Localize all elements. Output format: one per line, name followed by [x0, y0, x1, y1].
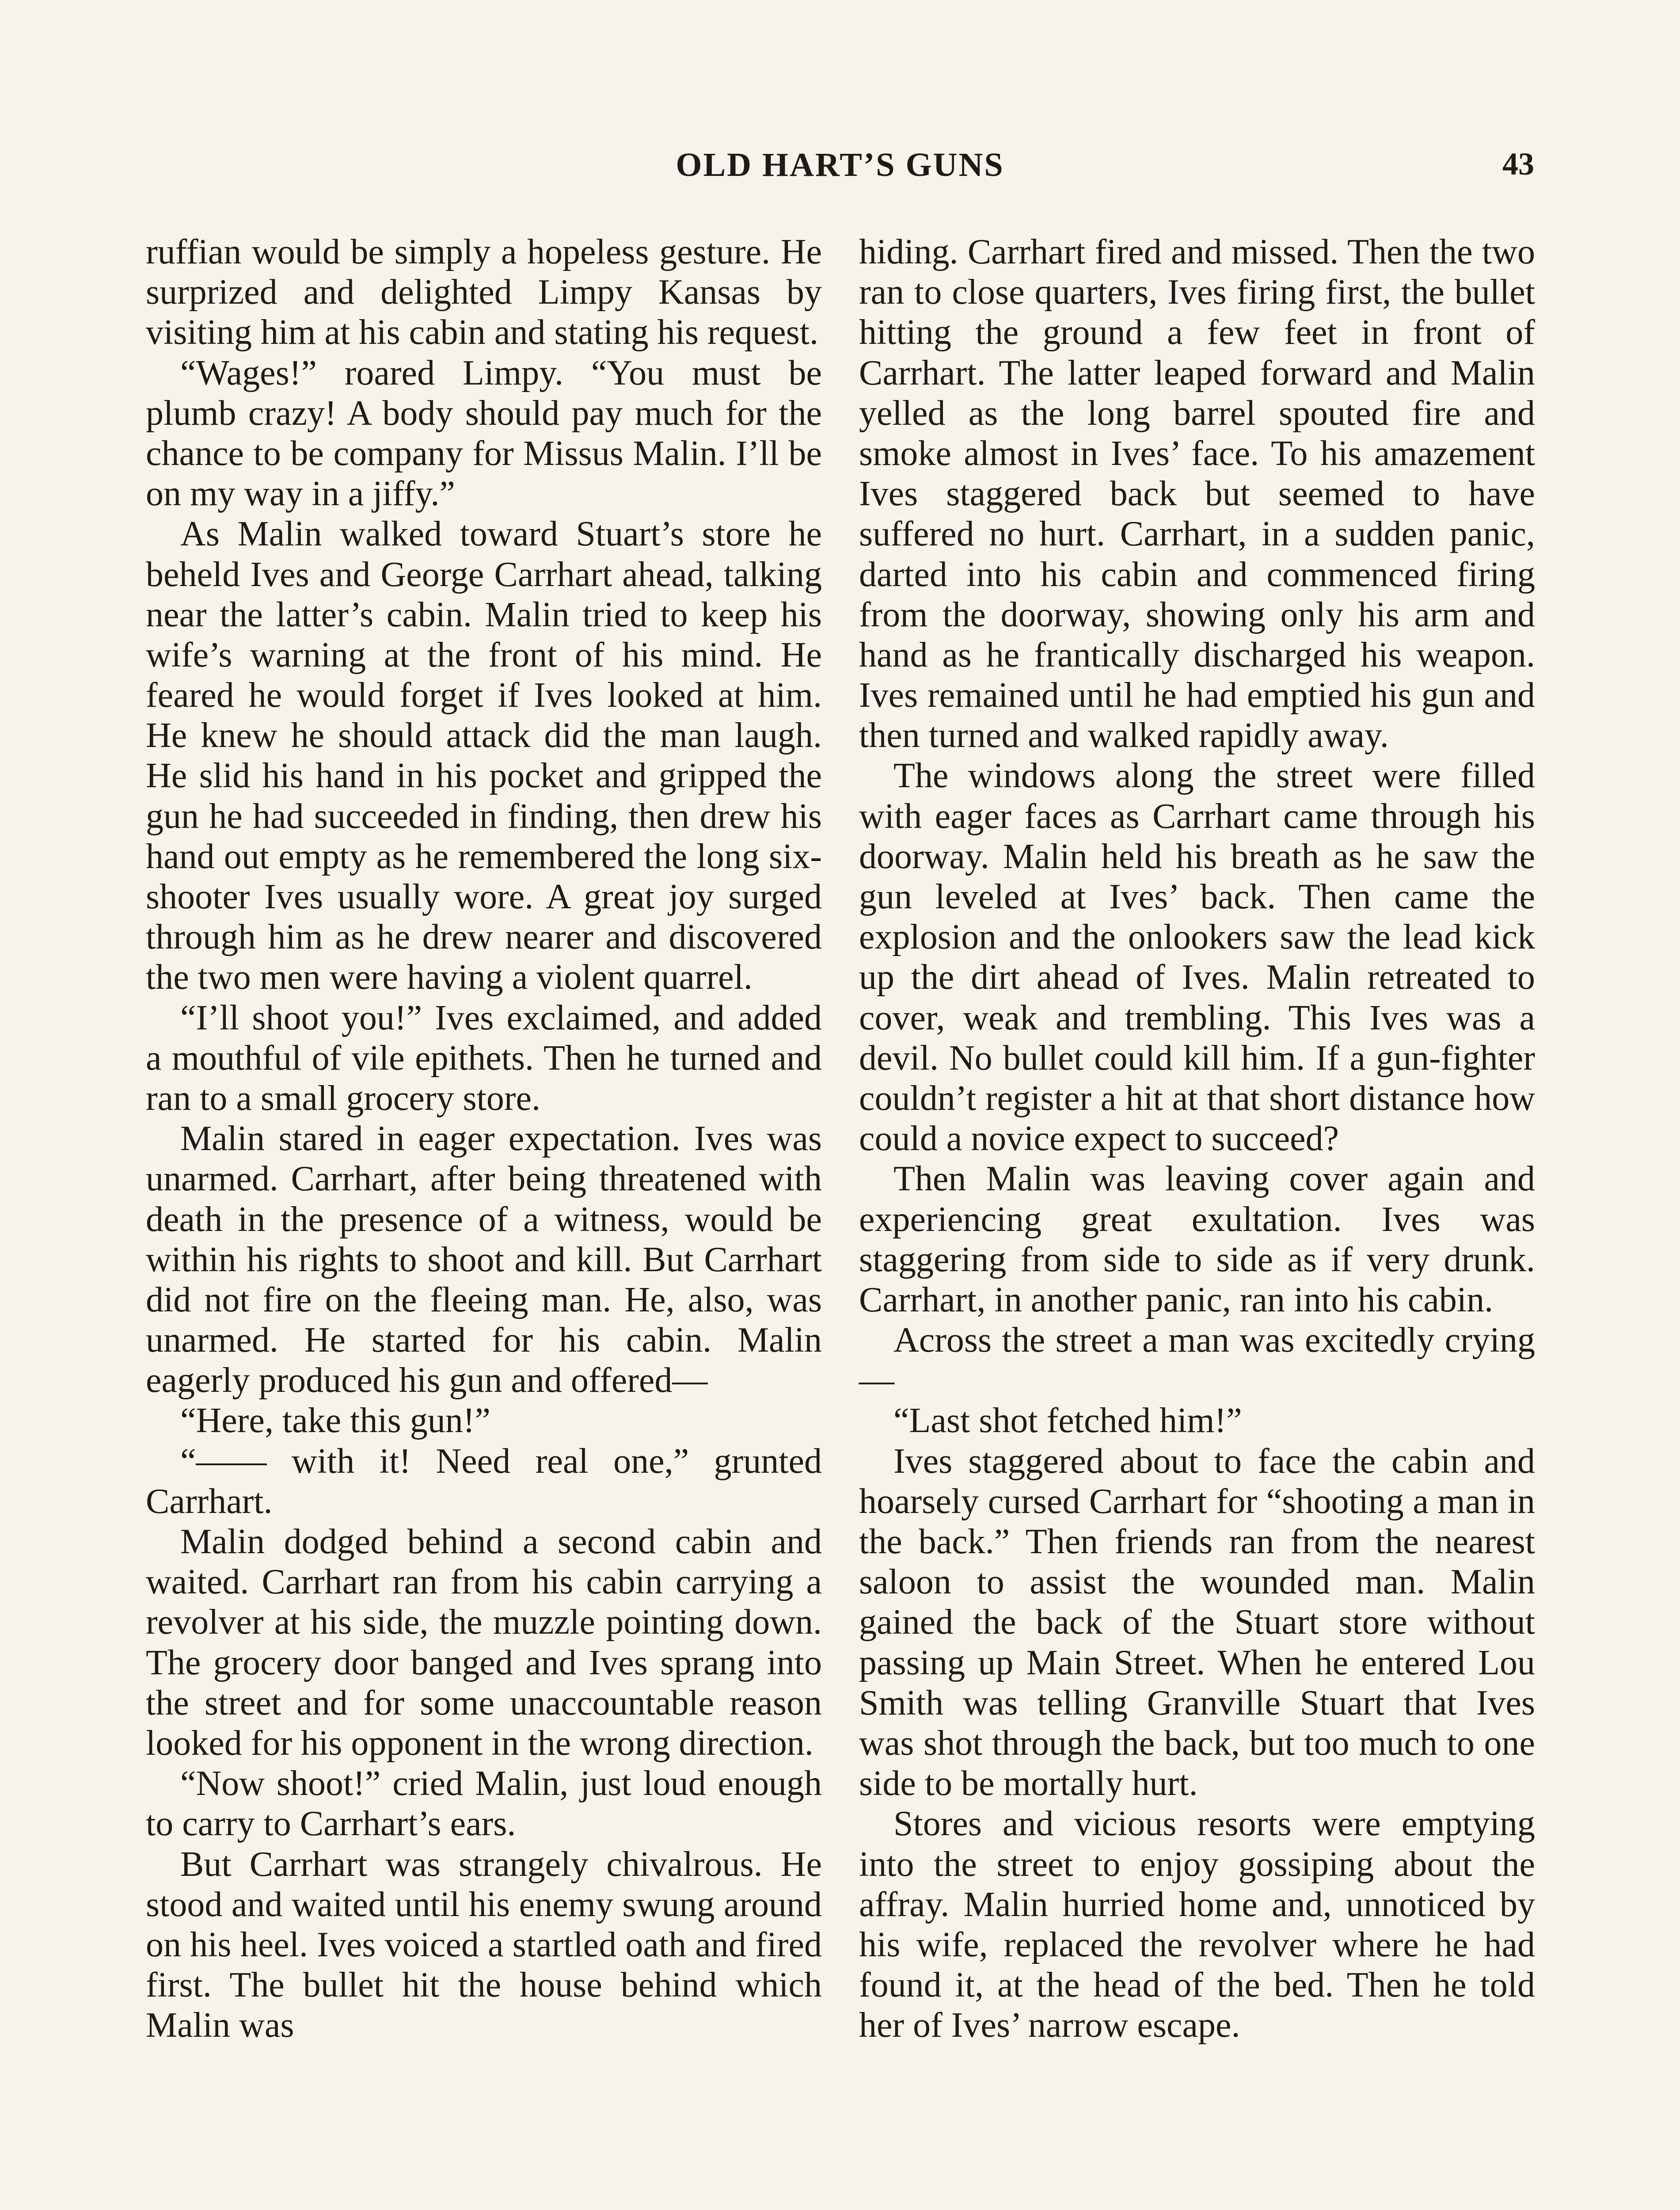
paragraph-right-4: Across the street a man was excitedly crying— — [859, 1321, 1535, 1400]
paragraph-right-6: Ives staggered about to face the cabin and hoarsely cursed Carrhart for “shooting a man in the back.” Then friends ran from the nearest saloon to assist the wounded man. Malin gained the back of the Stuart store without passing up Main Street. When he entered Lou Smith was telling Granville Stuart that Ives was shot through the back, but too much to one side to be mortally hurt. — [859, 1441, 1535, 1803]
paragraph-left-3: As Malin walked toward Stuart’s store he beheld Ives and George Carrhart ahead, talking near the latter’s cabin. Malin tried to keep his wife’s warning at the front of his mind. He feared he would forget if Ives looked at him. He knew he should attack did the man laugh. He slid his hand in his pocket and gripped the gun he had succeeded in finding, then drew his hand out empty as he remembered the long six-shooter Ives usually wore. A great joy surged through him as he drew nearer and discovered the two men were having a violent quarrel. — [146, 514, 822, 997]
right-column — [859, 232, 1535, 2046]
page-title: OLD HART’S GUNS — [676, 146, 1004, 183]
paragraph-left-1: ruffian would be simply a hopeless gesture. He surprized and delighted Limpy Kansas by visiting him at his cabin and stating his request. — [146, 232, 822, 352]
paragraph-left-4: “I’ll shoot you!” Ives exclaimed, and added a mouthful of vile epithets. Then he turned and ran to a small grocery store. — [146, 998, 822, 1118]
paragraph-right-5: “Last shot fetched him!” — [893, 1401, 1242, 1440]
paragraph-left-5: Malin stared in eager expectation. Ives was unarmed. Carrhart, after being threatened with death in the presence of a witness, would be within his rights to shoot and kill. But Carrhart did not fire on the fleeing man. He, also, was unarmed. He started for his cabin. Malin eagerly produced his gun and offered— — [146, 1119, 822, 1400]
paragraph-right-3: Then Malin was leaving cover again and experiencing great exultation. Ives was staggering from side to side as if very drunk. Carrhart, in another panic, ran into his cabin. — [859, 1159, 1535, 1319]
left-column — [146, 232, 822, 2046]
paragraph-left-6: “Here, take this gun!” — [180, 1401, 490, 1440]
page-number: 43 — [1502, 146, 1534, 182]
paragraph-left-10: But Carrhart was strangely chivalrous. He stood and waited until his enemy swung around on his heel. Ives voiced a startled oath and fired first. The bullet hit the house behind which Malin was — [146, 1844, 822, 2045]
paragraph-left-7: “—— with it! Need real one,” grunted Carrhart. — [146, 1441, 822, 1521]
paragraph-right-2: The windows along the street were filled with eager faces as Carrhart came through his doorway. Malin held his breath as he saw the gun leveled at Ives’ back. Then came the explosion and the onlookers saw the lead kick up the dirt ahead of Ives. Malin retreated to cover, weak and trembling. This Ives was a devil. No bullet could kill him. If a gun-fighter couldn’t register a hit at that short distance how could a novice expect to succeed? — [859, 756, 1535, 1158]
running-header — [146, 146, 1534, 199]
paragraph-left-2: “Wages!” roared Limpy. “You must be plumb crazy! A body should pay much for the chance to be company for Missus Malin. I’ll be on my way in a jiffy.” — [146, 353, 822, 514]
paragraph-right-1: hiding. Carrhart fired and missed. Then the two ran to close quarters, Ives firing first, the bullet hitting the ground a few feet in front of Carrhart. The latter leaped forward and Malin yelled as the long barrel spouted fire and smoke almost in Ives’ face. To his amazement Ives staggered back but seemed to have suffered no hurt. Carrhart, in a sudden panic, darted into his cabin and commenced firing from the doorway, showing only his arm and hand as he frantically discharged his weapon. Ives remained until he had emptied his gun and then turned and walked rapidly away. — [859, 232, 1535, 755]
paragraph-right-7: Stores and vicious resorts were emptying into the street to enjoy gossiping about the affray. Malin hurried home and, unnoticed by his wife, replaced the revolver where he had found it, at the head of the bed. Then he told her of Ives’ narrow escape. — [859, 1804, 1535, 2045]
paragraph-left-9: “Now shoot!” cried Malin, just loud enough to carry to Carrhart’s ears. — [146, 1764, 822, 1844]
paragraph-left-8: Malin dodged behind a second cabin and waited. Carrhart ran from his cabin carrying a revolver at his side, the muzzle pointing down. The grocery door banged and Ives sprang into the street and for some unaccountable reason looked for his opponent in the wrong direction. — [146, 1522, 822, 1763]
